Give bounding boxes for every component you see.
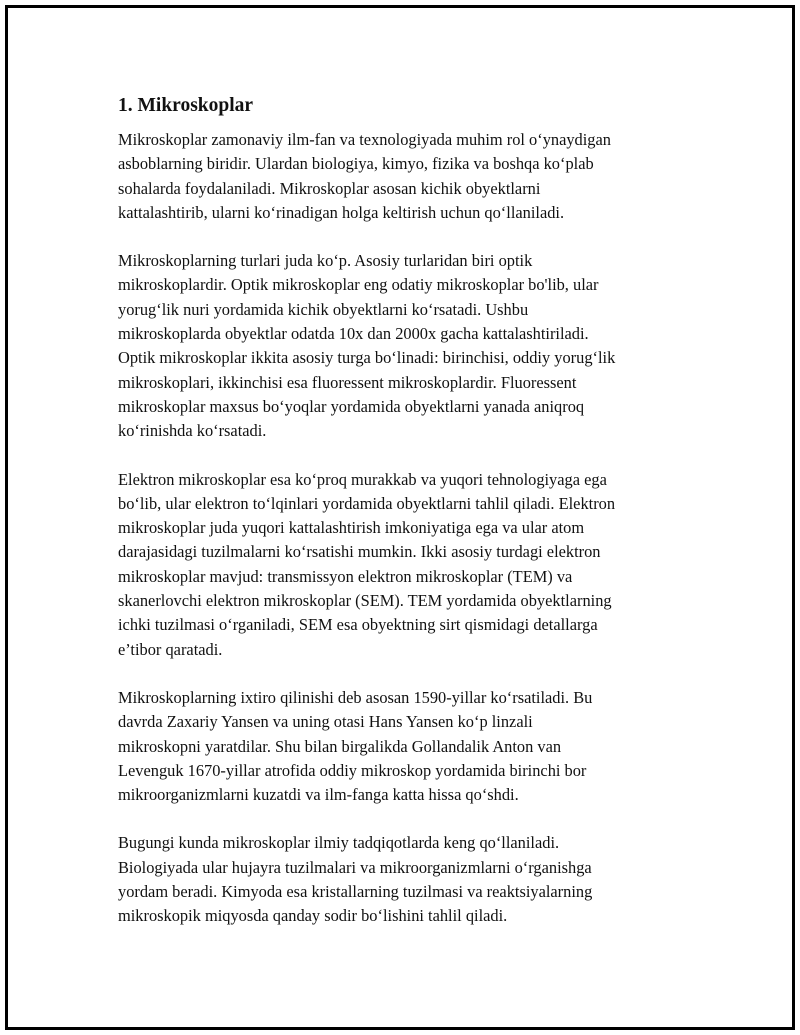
document-title: 1. Mikroskoplar — [118, 95, 254, 116]
paragraph-intro: Mikroskoplar zamonaviy ilm-fan va texnologiyada muhim rol o‘ynaydigan asboblarning biridir. Ulardan biologiya, kimyo, fizika va boshqa ko‘plab sohalarda foydalaniladi. Mikroskoplar asosan kichik obyektlarni kattalashtirib, ularni ko‘rinadigan holga keltirish uchun qo‘llaniladi. — [118, 130, 611, 222]
paragraph-optical-microscopes: Mikroskoplarning turlari juda ko‘p. Asosiy turlaridan biri optik mikroskoplardir. Optik mikroskoplar eng odatiy mikroskoplar bo'lib, ular yorug‘lik nuri yordamida kichik obyektlarni ko‘rsatadi. Ushbu mikroskoplarda obyektlar odatda 10x dan 2000x gacha kattalashtiriladi. Optik mikroskoplar ikkita asosiy turga bo‘linadi: birinchisi, oddiy yorug‘lik mikroskoplari, ikkinchisi esa fluoressent mikroskoplardir. Fluoressent mikroskoplar maxsus bo‘yoqlar yordamida obyektlarni yanada aniqroq ko‘rinishda ko‘rsatadi. — [118, 251, 616, 441]
paragraph-modern-use: Bugungi kunda mikroskoplar ilmiy tadqiqotlarda keng qo‘llaniladi. Biologiyada ular hujayra tuzilmalari va mikroorganizmlarni o‘rganishga yordam beradi. Kimyoda esa kristallarning tuzilmasi va reaktsiyalarning mikroskopik miqyosda qanday sodir bo‘lishini tahlil qiladi. — [118, 833, 593, 926]
document-body — [118, 92, 683, 953]
paragraph-history: Mikroskoplarning ixtiro qilinishi deb asosan 1590-yillar ko‘rsatiladi. Bu davrda Zaxariy Yansen va uning otasi Hans Yansen ko‘p linzali mikroskopni yaratdilar. Shu bilan birgalikda Gollandalik Anton van Levenguk 1670-yillar atrofida oddiy mikroskop yordamida birinchi bor mikroorganizmlarni kuzatdi va ilm-fanga katta hissa qo‘shdi. — [118, 687, 593, 805]
paragraph-electron-microscopes: Elektron mikroskoplar esa ko‘proq murakkab va yuqori tehnologiyaga ega bo‘lib, ular elektron to‘lqinlari yordamida obyektlarni tahlil qiladi. Elektron mikroskoplar juda yuqori kattalashtirish imkoniyatiga ega va ular atom darajasidagi tuzilmalarni ko‘rsatishi mumkin. Ikki asosiy turdagi elektron mikroskoplar mavjud: transmissyon elektron mikroskoplar (TEM) va skanerlovchi elektron mikroskoplar (SEM). TEM yordamida obyektlarning ichki tuzilmasi o‘rganiladi, SEM esa obyektning sirt qismidagi detallarga e’tibor qaratadi. — [118, 469, 616, 659]
